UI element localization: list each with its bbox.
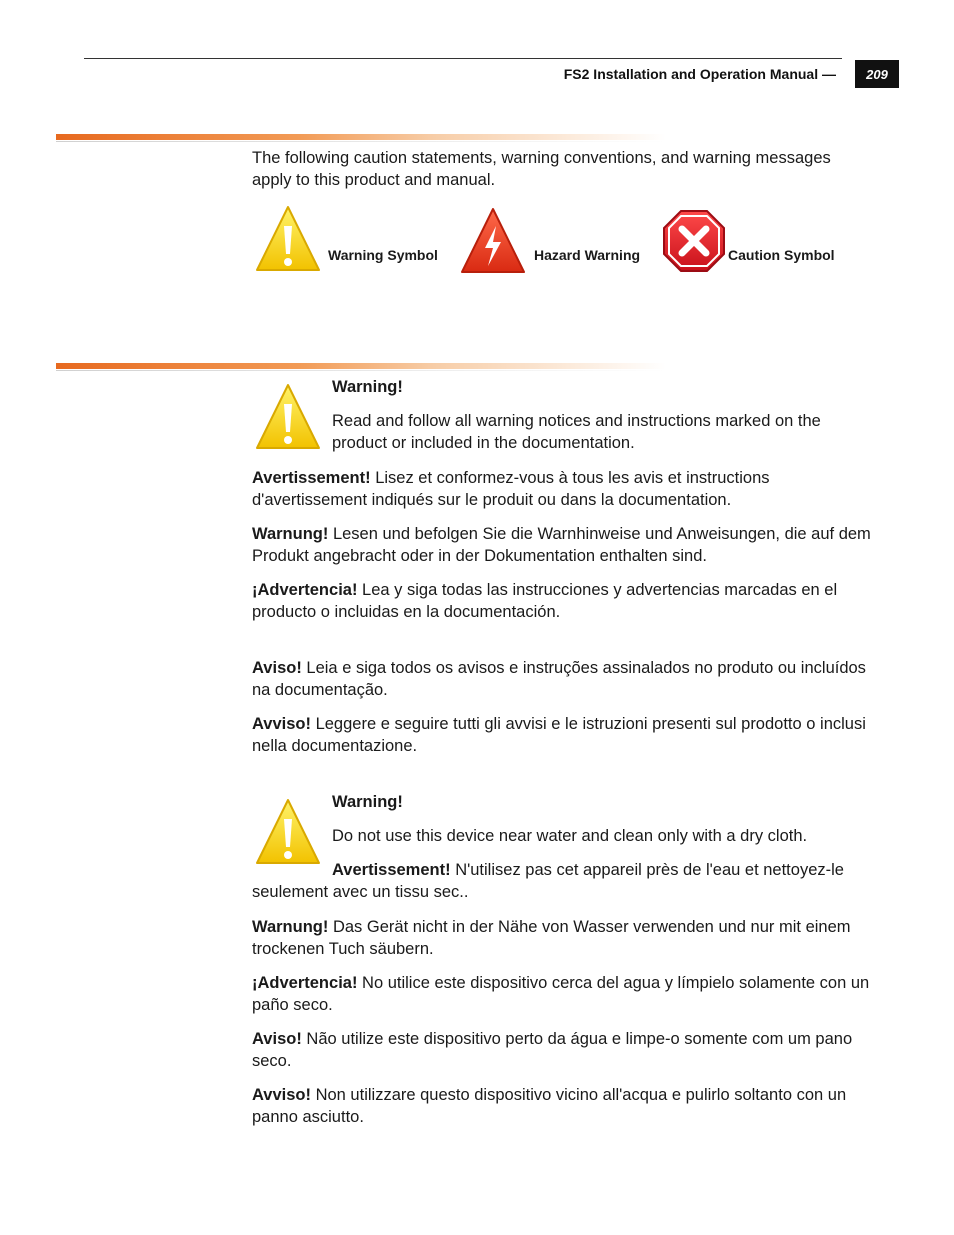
warning-it-text: Avviso! Leggere e seguire tutti gli avvisi e le istruzioni presenti sul prodotto o inclusi nella documentazione. <box>252 715 866 755</box>
caution-stop-icon <box>662 209 726 273</box>
warning-heading: Warning! <box>332 793 403 811</box>
warning-triangle-icon <box>254 382 322 452</box>
manual-title: FS2 Installation and Operation Manual — <box>563 66 836 82</box>
warning-en-text: Read and follow all warning notices and instructions marked on the product or included in the documentation. <box>332 412 821 452</box>
page-number: 209 <box>855 60 899 88</box>
warning-pt-text: Aviso! Não utilize este dispositivo perto da água e limpe-o somente com um pano seco. <box>252 1030 853 1070</box>
warning-it-text: Avviso! Non utilizzare questo dispositivo vicino all'acqua e pulirlo soltanto con un panno asciutto. <box>252 1086 847 1126</box>
hazard-lightning-icon <box>459 206 527 276</box>
warning-fr-text: Avertissement! Lisez et conformez-vous à tous les avis et instructions d'avertissement indiqués sur le produit ou dans la documentation. <box>252 469 770 509</box>
warning-fr-text: Avertissement! N'utilisez pas cet appareil près de l'eau et nettoyez-le <box>332 861 844 879</box>
warning-es-text: ¡Advertencia! No utilice este dispositivo cerca del agua y límpielo solamente con un paño seco. <box>252 974 870 1014</box>
warning-triangle-icon <box>254 204 322 274</box>
warning-es-text: ¡Advertencia! Lea y siga todas las instrucciones y advertencias marcadas en el producto o incluidas en la documentación. <box>252 581 838 621</box>
legend-hazard-label: Hazard Warning <box>534 247 641 263</box>
legend-warning-label: Warning Symbol <box>328 247 438 263</box>
warning-en-text: Do not use this device near water and clean only with a dry cloth. <box>332 827 808 845</box>
legend-caution-label: Caution Symbol <box>728 247 835 263</box>
header-rule <box>84 58 842 59</box>
warning-heading: Warning! <box>332 378 403 396</box>
intro-paragraph: The following caution statements, warning conventions, and warning messages apply to this product and manual. <box>252 149 831 189</box>
warning-de-text: Warnung! Das Gerät nicht in der Nähe von Wasser verwenden und nur mit einem trockenen Tuch säubern. <box>252 918 851 958</box>
warning-fr-text-continued: seulement avec un tissu sec.. <box>252 883 469 901</box>
warning-triangle-icon <box>254 797 322 867</box>
section-divider <box>56 363 666 369</box>
warning-de-text: Warnung! Lesen und befolgen Sie die Warnhinweise und Anweisungen, die auf dem Produkt angebracht oder in der Dokumentation enthalten sind. <box>252 525 871 565</box>
warning-pt-text: Aviso! Leia e siga todos os avisos e instruções assinalados no produto ou incluídos na documentação. <box>252 659 866 699</box>
section-divider <box>56 134 666 140</box>
